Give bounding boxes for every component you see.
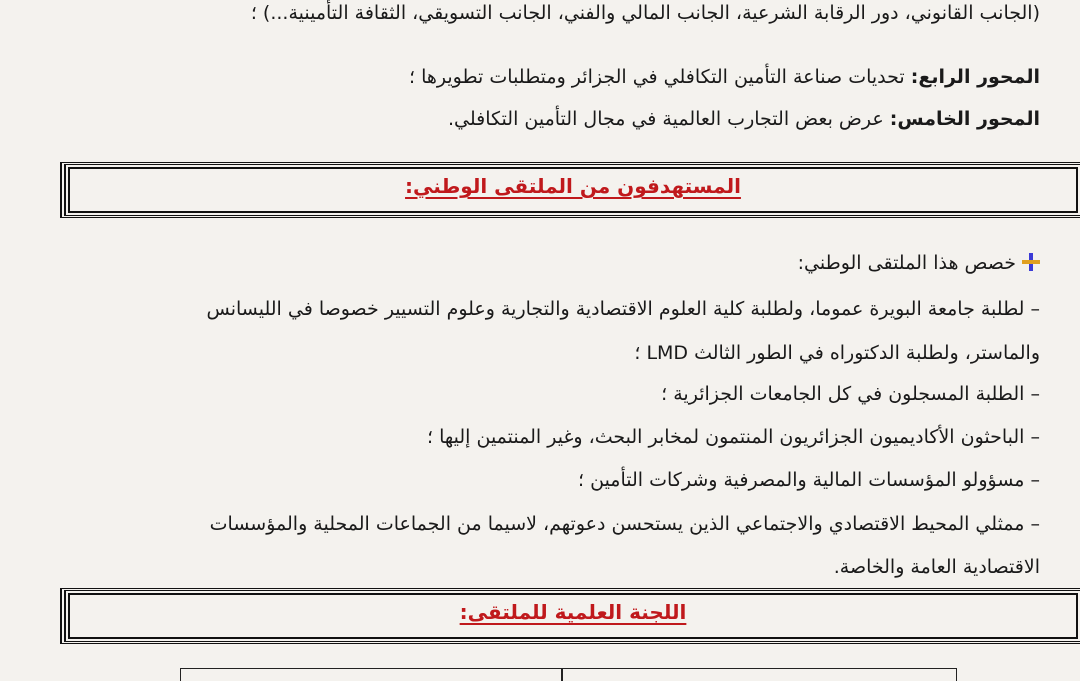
list-item: – لطلبة جامعة البويرة عموما، ولطلبة كلية العلوم الاقتصادية والتجارية وعلوم التسيير خصوصا في الليسانس (206, 298, 1040, 320)
section-title-committee: اللجنة العلمية للملتقى: (459, 600, 687, 624)
list-item: – الباحثون الأكاديميون الجزائريون المنتمون لمخابر البحث، وغير المنتمين إليها ؛ (427, 426, 1040, 448)
intro-line: (الجانب القانوني، دور الرقابة الشرعية، الجانب المالي والفني، الجانب التسويقي، الثقافة التأمينية...) ؛ (250, 2, 1040, 24)
plus-bullet-icon (1022, 253, 1040, 271)
section-banner-committee (60, 588, 1080, 644)
list-item: – مسؤولو المؤسسات المالية والمصرفية وشركات التأمين ؛ (578, 469, 1040, 491)
axis-five-label: المحور الخامس: (889, 108, 1040, 130)
section-title-target: المستهدفون من الملتقى الوطني: (405, 174, 741, 198)
list-item: والماستر، ولطلبة الدكتوراه في الطور الثالث LMD ؛ (634, 342, 1040, 364)
axis-four-text: تحديات صناعة التأمين التكافلي في الجزائر ومتطلبات تطويرها ؛ (409, 66, 905, 88)
target-lead (40, 250, 1040, 276)
table-divider (561, 669, 563, 681)
list-item: الاقتصادية العامة والخاصة. (833, 556, 1040, 578)
axis-four-label: المحور الرابع: (910, 66, 1040, 88)
axis-four (40, 64, 1040, 90)
list-item: – ممثلي المحيط الاقتصادي والاجتماعي الذين يستحسن دعوتهم، لاسيما من الجماعات المحلية والمؤسسات (209, 513, 1040, 535)
section-banner-target (60, 162, 1080, 218)
axis-five-text: عرض بعض التجارب العالمية في مجال التأمين التكافلي. (448, 108, 884, 130)
target-lead-text: خصص هذا الملتقى الوطني: (797, 252, 1016, 274)
list-item: – الطلبة المسجلون في كل الجامعات الجزائرية ؛ (661, 383, 1040, 405)
axis-five (40, 106, 1040, 132)
